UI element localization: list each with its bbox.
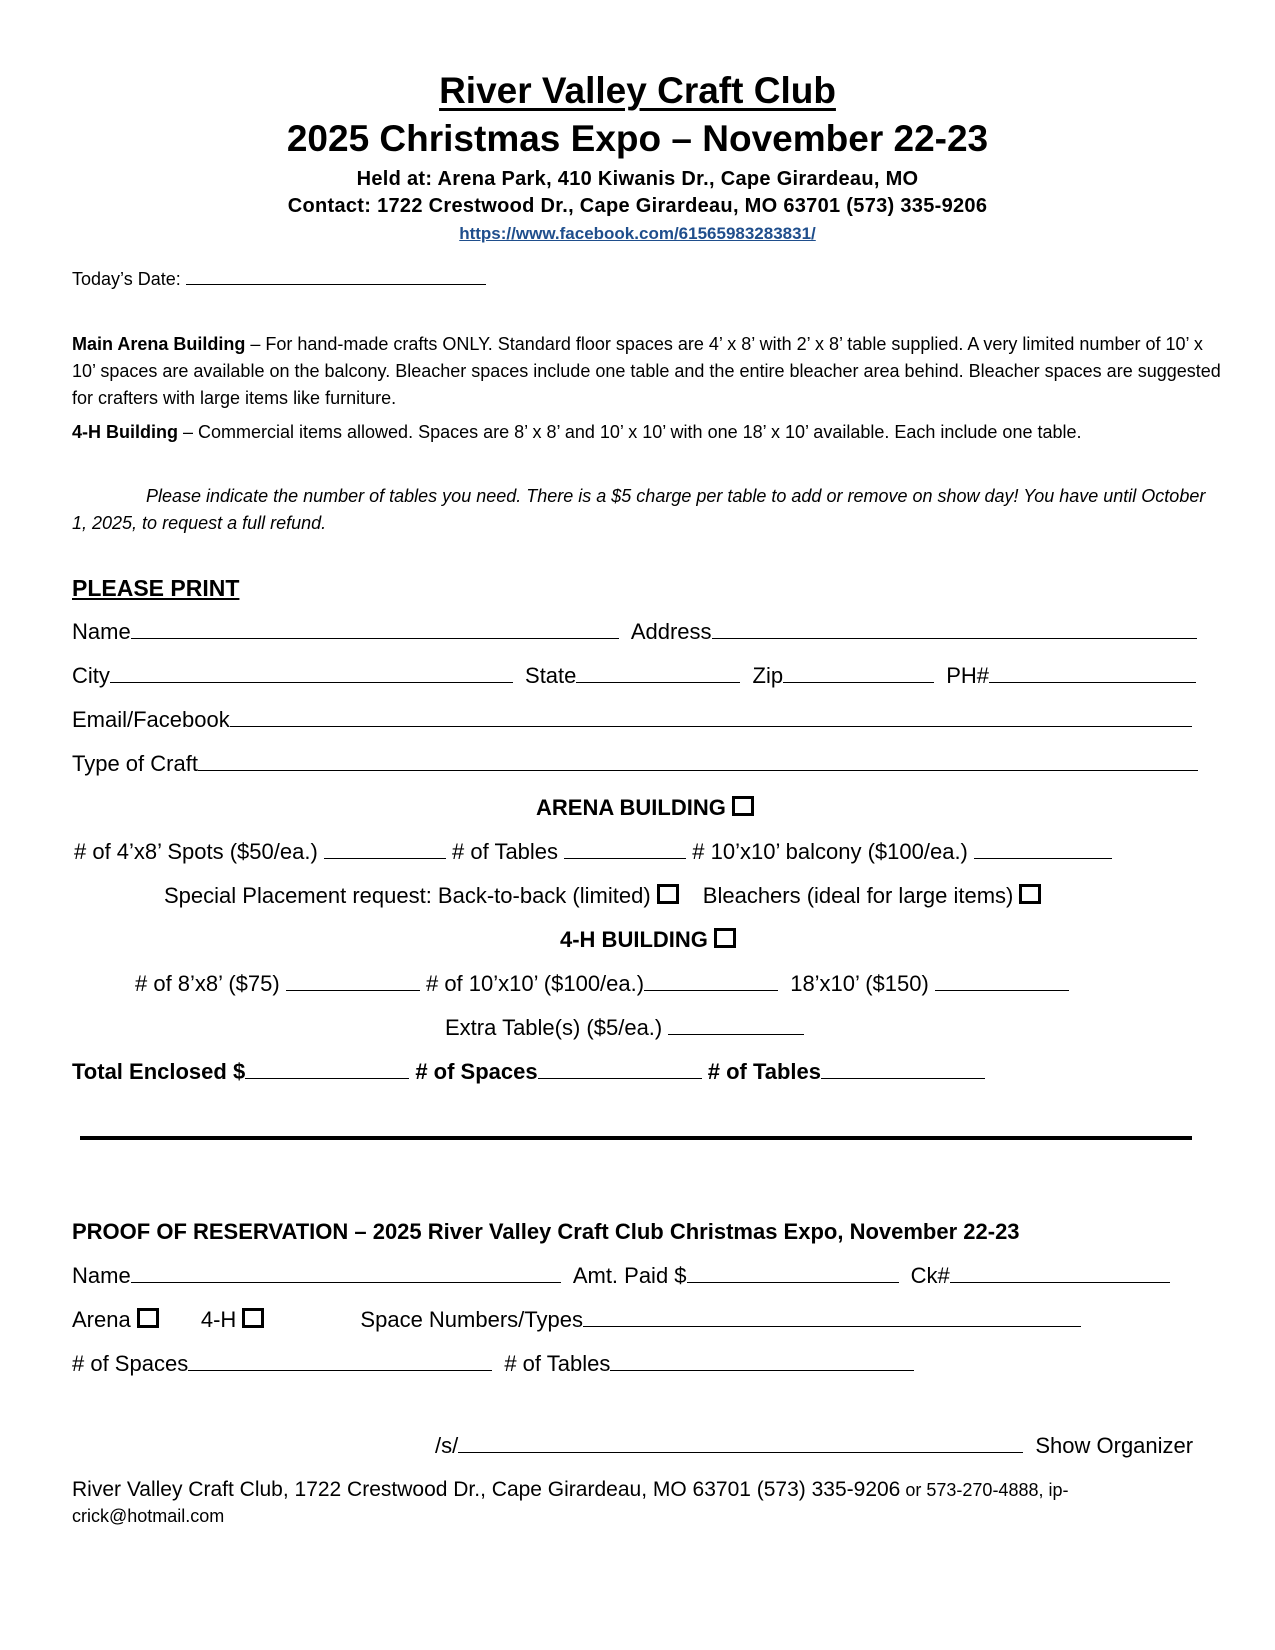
fourh-building-row <box>560 927 736 953</box>
total-enclosed-label: Total Enclosed $ <box>72 1059 246 1084</box>
city-row <box>72 663 1196 689</box>
expo-title: 2025 Christmas Expo – November 22-23 <box>286 118 989 159</box>
signature-row <box>435 1433 1193 1459</box>
facebook-link[interactable]: https://www.facebook.com/61565983283831/ <box>459 224 816 243</box>
fourh-heading: 4-H Building <box>72 422 178 442</box>
zip-label: Zip <box>752 663 784 688</box>
proof-name-label: Name <box>72 1263 131 1288</box>
bleachers-label: Bleachers (ideal for large items) <box>702 883 1014 908</box>
main-arena-paragraph <box>72 331 1222 412</box>
total-tables-field[interactable] <box>821 1077 985 1079</box>
proof-counts-row <box>72 1351 914 1377</box>
proof-name-field[interactable] <box>131 1281 561 1283</box>
back-to-back-checkbox[interactable] <box>657 884 679 904</box>
space-numbers-label: Space Numbers/Types <box>360 1307 583 1332</box>
name-address-row <box>72 619 1197 645</box>
total-spaces-label: # of Spaces <box>415 1059 538 1084</box>
extra-tables-label: Extra Table(s) ($5/ea.) <box>445 1015 663 1040</box>
craft-row <box>72 751 1198 777</box>
arena-spots-row <box>74 839 1112 865</box>
proof-building-row <box>72 1307 1081 1333</box>
proof-name-row <box>72 1263 1170 1289</box>
contact-line: Contact: 1722 Crestwood Dr., Cape Girardeau, MO 63701 (573) 335-9206 <box>287 195 988 217</box>
todays-date-row <box>72 266 486 293</box>
special-placement-row <box>164 883 1041 909</box>
ck-field[interactable] <box>950 1281 1170 1283</box>
spots-4x8-field[interactable] <box>324 857 446 859</box>
phone-label: PH# <box>946 663 989 688</box>
arena-building-row <box>536 795 754 821</box>
city-label: City <box>72 663 110 688</box>
todays-date-label: Today’s Date: <box>72 269 181 289</box>
spots-4x8-label: # of 4’x8’ Spots ($50/ea.) <box>74 839 318 864</box>
fourh-paragraph <box>72 419 1222 446</box>
signature-prefix: /s/ <box>435 1433 459 1458</box>
fourh-building-checkbox[interactable] <box>714 928 736 948</box>
arena-tables-label: # of Tables <box>452 839 559 864</box>
footer-extra: or 573-270-4888, ip- <box>900 1480 1069 1500</box>
totals-row <box>72 1059 985 1085</box>
extra-tables-field[interactable] <box>668 1033 804 1035</box>
balcony-label: # 10’x10’ balcony ($100/ea.) <box>692 839 968 864</box>
address-label: Address <box>630 619 712 644</box>
fourh-building-label: 4-H BUILDING <box>560 927 708 952</box>
todays-date-field[interactable] <box>186 283 486 285</box>
proof-spaces-field[interactable] <box>188 1369 492 1371</box>
proof-fourh-label: 4-H <box>200 1307 237 1332</box>
craft-label: Type of Craft <box>72 751 198 776</box>
balcony-field[interactable] <box>974 857 1112 859</box>
amt-paid-field[interactable] <box>687 1281 899 1283</box>
spots-18x10-label: 18’x10’ ($150) <box>790 971 929 996</box>
arena-tables-field[interactable] <box>564 857 686 859</box>
spots-8x8-label: # of 8’x8’ ($75) <box>135 971 280 996</box>
signature-field[interactable] <box>458 1451 1023 1453</box>
arena-building-checkbox[interactable] <box>732 796 754 816</box>
address-field[interactable] <box>712 637 1197 639</box>
name-field[interactable] <box>131 637 619 639</box>
spots-10x10-label: # of 10’x10’ ($100/ea.) <box>425 971 645 996</box>
state-field[interactable] <box>576 681 740 683</box>
phone-field[interactable] <box>989 681 1196 683</box>
extra-tables-row <box>445 1015 804 1041</box>
spots-8x8-field[interactable] <box>286 989 420 991</box>
proof-fourh-checkbox[interactable] <box>242 1308 264 1328</box>
proof-spaces-label: # of Spaces <box>72 1351 189 1376</box>
space-numbers-field[interactable] <box>583 1325 1081 1327</box>
proof-arena-label: Arena <box>72 1307 131 1332</box>
club-title: River Valley Craft Club <box>439 70 836 111</box>
back-to-back-label: Special Placement request: Back-to-back (limited) <box>164 883 651 908</box>
footer-email: crick@hotmail.com <box>72 1506 225 1526</box>
amt-paid-label: Amt. Paid $ <box>572 1263 687 1288</box>
total-enclosed-field[interactable] <box>245 1077 409 1079</box>
email-label: Email/Facebook <box>72 707 230 732</box>
section-divider <box>80 1136 1192 1140</box>
footer-line <box>72 1478 1068 1502</box>
state-label: State <box>525 663 577 688</box>
email-row <box>72 707 1192 733</box>
fourh-spots-row <box>135 971 1069 997</box>
name-label: Name <box>72 619 131 644</box>
total-tables-label: # of Tables <box>707 1059 822 1084</box>
refund-note: Please indicate the number of tables you need. There is a $5 charge per table to add or remove on show day! You have until October 1, 2025, to request a full refund. <box>72 486 1206 533</box>
craft-field[interactable] <box>198 769 1198 771</box>
ck-label: Ck# <box>910 1263 950 1288</box>
proof-arena-checkbox[interactable] <box>137 1308 159 1328</box>
proof-tables-field[interactable] <box>610 1369 914 1371</box>
proof-tables-label: # of Tables <box>504 1351 611 1376</box>
fourh-text: – Commercial items allowed. Spaces are 8’ x 8’ and 10’ x 10’ with one 18’ x 10’ available. Each include one table. <box>178 422 1082 442</box>
proof-heading: PROOF OF RESERVATION – 2025 River Valley Craft Club Christmas Expo, November 22-23 <box>72 1219 1020 1244</box>
city-field[interactable] <box>110 681 513 683</box>
show-organizer-label: Show Organizer <box>1035 1433 1194 1458</box>
email-field[interactable] <box>230 725 1192 727</box>
spots-10x10-field[interactable] <box>644 989 778 991</box>
venue-line: Held at: Arena Park, 410 Kiwanis Dr., Cape Girardeau, MO <box>356 168 919 190</box>
total-spaces-field[interactable] <box>538 1077 702 1079</box>
main-arena-heading: Main Arena Building <box>72 334 246 354</box>
please-print-heading: PLEASE PRINT <box>72 575 240 601</box>
footer-address: River Valley Craft Club, 1722 Crestwood Dr., Cape Girardeau, MO 63701 (573) 335-9206 <box>72 1478 901 1501</box>
main-arena-text: – For hand-made crafts ONLY. Standard floor spaces are 4’ x 8’ with 2’ x 8’ table supplied. A very limited number of 10’ x 10’ spaces are available on the balcony. Bleacher spaces include one table and the entire bleacher area behind. Bleacher spaces are suggested for crafters with large items like furniture. <box>72 334 1221 408</box>
bleachers-checkbox[interactable] <box>1019 884 1041 904</box>
zip-field[interactable] <box>783 681 934 683</box>
spots-18x10-field[interactable] <box>935 989 1069 991</box>
arena-building-label: ARENA BUILDING <box>536 795 726 820</box>
